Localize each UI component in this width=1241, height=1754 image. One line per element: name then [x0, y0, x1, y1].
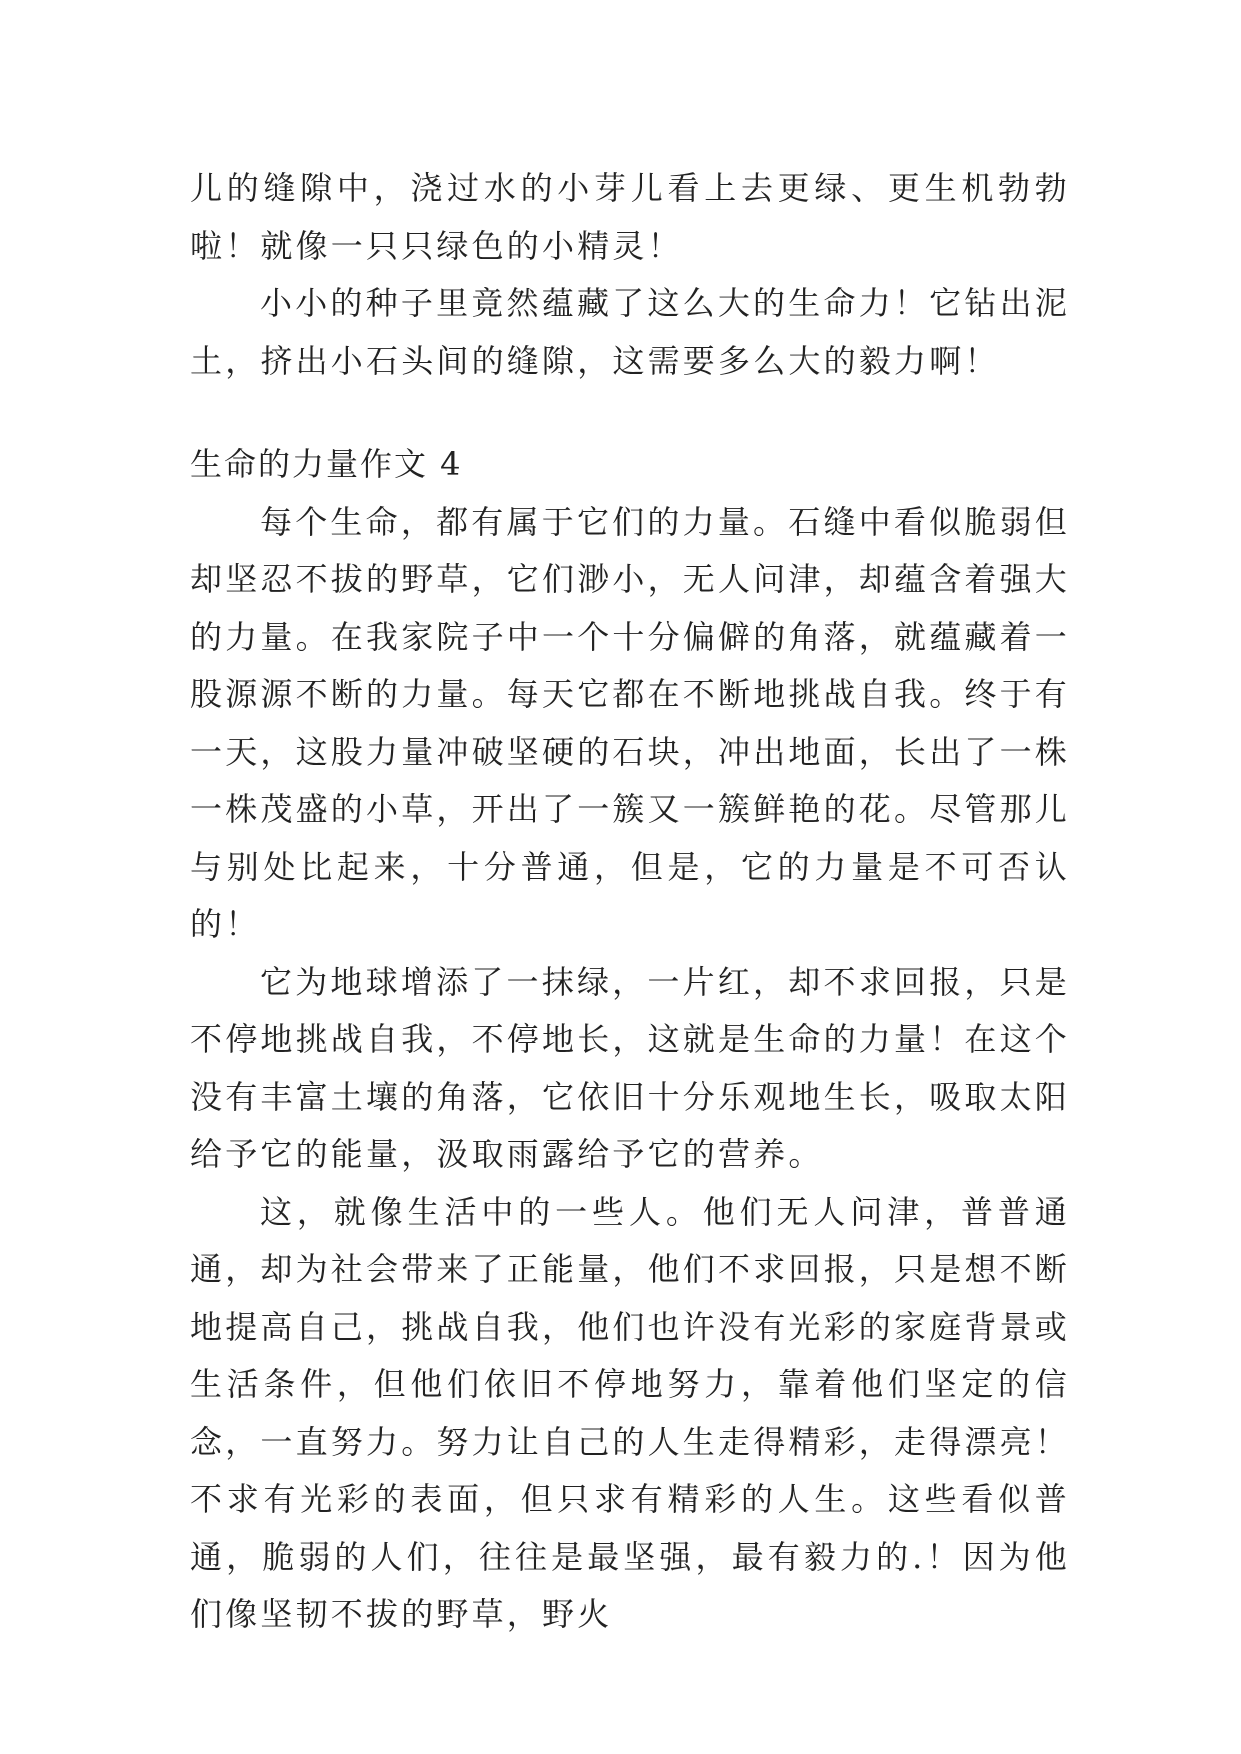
- body-paragraph-2: 它为地球增添了一抹绿，一片红，却不求回报，只是不停地挑战自我，不停地长，这就是生命的力量！在这个没有丰富土壤的角落，它依旧十分乐观地生长，吸取太阳给予它的能量，汲取雨露给予它的营养。: [190, 962, 1071, 1173]
- continuation-paragraph-2: 小小的种子里竟然蕴藏了这么大的生命力！它钻出泥土，挤出小石头间的缝隙，这需要多么大的毅力啊！: [190, 284, 1070, 380]
- body-paragraph-1: 每个生命，都有属于它们的力量。石缝中看似脆弱但却坚忍不拔的野草，它们渺小，无人问津，却蕴含着强大的力量。在我家院子中一个十分偏僻的角落，就蕴藏着一股源源不断的力量。每天它都在不断地挑战自我。终于有一天，这股力量冲破坚硬的石块，冲出地面，长出了一株一株茂盛的小草，开出了一簇又一簇鲜艳的花。尽管那儿与别处比起来，十分普通，但是，它的力量是不可否认的！: [190, 502, 1071, 943]
- continuation-paragraph: 儿的缝隙中，浇过水的小芽儿看上去更绿、更生机勃勃啦！就像一只只绿色的小精灵！: [190, 169, 1070, 265]
- document-page: [190, 160, 1070, 1644]
- section-title: 生命的力量作文 4: [190, 445, 463, 483]
- body-paragraph-3: 这，就像生活中的一些人。他们无人问津，普普通通，却为社会带来了正能量，他们不求回报，只是想不断地提高自己，挑战自我，他们也许没有光彩的家庭背景或生活条件，但他们依旧不停地努力，靠着他们坚定的信念，一直努力。努力让自己的人生走得精彩，走得漂亮！不求有光彩的表面，但只求有精彩的人生。这些看似普通，脆弱的人们，往往是最坚强，最有毅力的.！因为他们像坚韧不拔的野草，野火: [190, 1192, 1071, 1633]
